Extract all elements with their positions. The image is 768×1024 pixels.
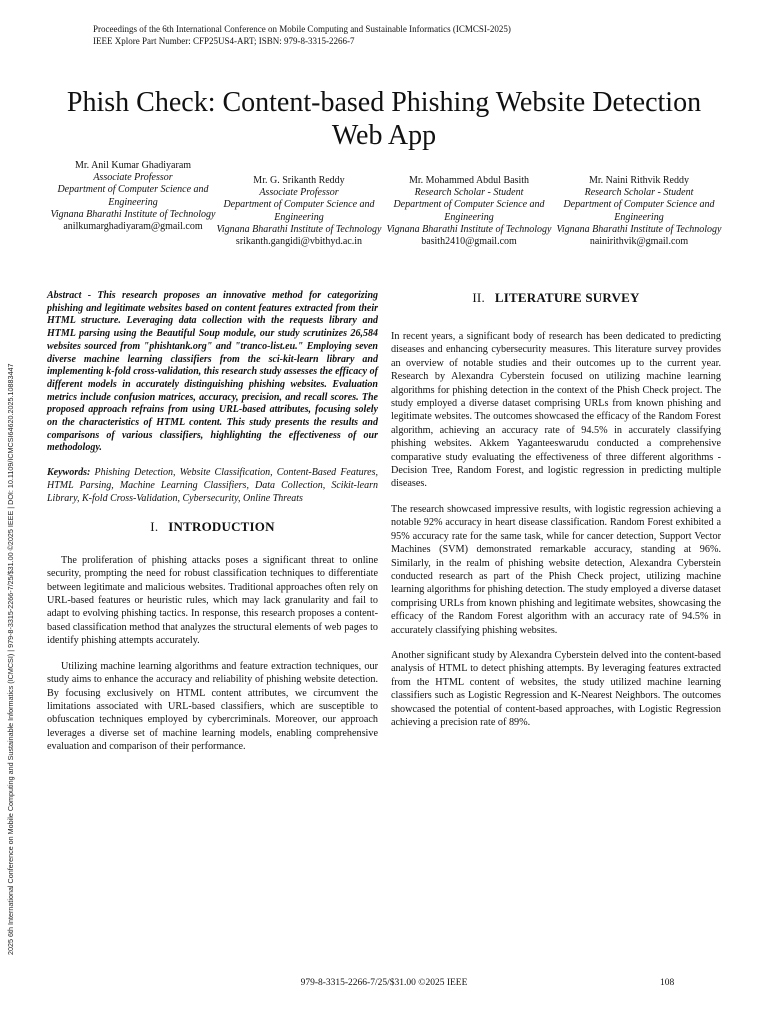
section-heading-literature-survey bbox=[391, 290, 721, 306]
author-name: Mr. G. Srikanth Reddy bbox=[253, 175, 345, 186]
lit-paragraph-3: Another significant study by Alexandra Cyberstein delved into the content-based analysis of HTML to detect phishing attempts. By leveraging features extracted from the HTML content of websites, the study utilized machine learning classifiers such as Logistic Regression and K-Nearest Neighbors. The outcomes showcased the potential of content-based approaches, with Logistic Regression achieving a precision rate of 89%. bbox=[391, 649, 721, 728]
author-position: Associate Professor bbox=[259, 187, 339, 199]
left-column bbox=[47, 290, 378, 754]
section-name: LITERATURE SURVEY bbox=[494, 290, 640, 305]
side-doi-strip: 2025 6th International Conference on Mobile Computing and Sustainable Informatics (ICMCSI) | 979-8-3315-2266-7/25/$31.00 ©2025 IEEE | DOI: 10.1109/ICMCSI64620.2025.10883447 bbox=[6, 363, 15, 955]
author-email: nainirithvik@gmail.com bbox=[589, 236, 689, 248]
lit-paragraph-2: The research showcased impressive results, with logistic regression achieving a notable 92% accuracy in heart disease classification. Random Forest exhibited a 95% accuracy rate for the same task, while for cancer detection, Support Vector Machines (SVM) demonstrated remarkable accuracy, standing at 96%. Similarly, in the realm of phishing website detection, Alexandra Cyberstein conducted research as part of the Phish Check project, utilizing machine learning algorithms for phishing detection. The study employed a diverse dataset comprising URLs from known phishing and legitimate websites, showcasing the efficacy of the Random Forest algorithm with an accuracy rate of 94.5% in accurately classifying phishing websites. bbox=[391, 503, 721, 636]
abstract: Abstract - This research proposes an innovative method for categorizing phishing and legitimate websites based on content features extracted from their HTML structure. Leveraging data collection with the requests library and HTML parsing using the Beautiful Soup module, our study scrutinizes 26,584 websites sourced from "phishtank.org" and "tranco-list.eu." Employing seven diverse machine learning classifiers from the sci-kit-learn library and implementing k-fold cross-validation, this research study assesses the efficacy of different models in accurately distinguishing phishing websites. Evaluation metrics include confusion matrices, accuracy, precision, and recall scores. The proposed approach refrains from using URL-based attributes, focusing solely on the characteristics of HTML content. This study presents the results and comparisons of various classifiers, highlighting the effectiveness of our methodology. bbox=[47, 290, 378, 454]
author-3 bbox=[383, 175, 555, 248]
author-name: Mr. Anil Kumar Ghadiyaram bbox=[74, 160, 192, 171]
author-email: anilkumarghadiyaram@gmail.com bbox=[63, 221, 203, 233]
footer-copyright: 979-8-3315-2266-7/25/$31.00 ©2025 IEEE bbox=[300, 978, 468, 988]
intro-paragraph-1: The proliferation of phishing attacks poses a significant threat to online security, prompting the need for robust classification techniques to differentiate between legitimate and malicious websites. Traditional approaches often rely on URL-based features or heuristic rules, which may lack granularity and fail to adapt to evolving phishing tactics. In response, this research proposes a content-based classification method that analyzes the structural elements of web pages to identify phishing attempts accurately. bbox=[47, 554, 378, 647]
author-dept: Department of Computer Science and Engineering bbox=[563, 199, 715, 223]
author-name: Mr. Naini Rithvik Reddy bbox=[589, 175, 689, 186]
author-position: Research Scholar - Student bbox=[584, 187, 694, 199]
intro-paragraph-2: Utilizing machine learning algorithms and feature extraction techniques, our study aims to enhance the accuracy and reliability of phishing website detection. By focusing exclusively on HTML content attributes, we circumvent the limitations associated with URL-based classifiers, which are susceptible to obfuscation techniques employed by cybercriminals. Moreover, our approach leverages a diverse set of machine learning models, enabling comprehensive evaluation and comparison of their performance. bbox=[47, 660, 378, 753]
section-number: I. bbox=[150, 518, 159, 534]
author-email: srikanth.gangidi@vbithyd.ac.in bbox=[235, 236, 363, 248]
author-1 bbox=[47, 160, 219, 233]
author-dept: Department of Computer Science and Engineering bbox=[57, 184, 209, 208]
section-name: INTRODUCTION bbox=[168, 518, 275, 534]
header-line-2: IEEE Xplore Part Number: CFP25US4-ART; ISBN: 979-8-3315-2266-7 bbox=[93, 36, 355, 46]
right-column bbox=[391, 290, 721, 729]
author-dept: Department of Computer Science and Engineering bbox=[223, 199, 375, 223]
author-institute: Vignana Bharathi Institute of Technology bbox=[216, 223, 382, 235]
page-number: 108 bbox=[660, 978, 675, 988]
author-position: Research Scholar - Student bbox=[414, 187, 524, 199]
author-institute: Vignana Bharathi Institute of Technology bbox=[386, 223, 552, 235]
author-position: Associate Professor bbox=[93, 172, 173, 184]
keywords-label: Keywords: bbox=[47, 467, 91, 479]
author-block bbox=[0, 160, 768, 270]
section-number: II. bbox=[472, 290, 485, 305]
header-line-1: Proceedings of the 6th International Conference on Mobile Computing and Sustainable Informatics (ICMCSI-2025) bbox=[93, 24, 511, 34]
author-dept: Department of Computer Science and Engineering bbox=[393, 199, 545, 223]
author-institute: Vignana Bharathi Institute of Technology bbox=[50, 208, 216, 220]
author-4 bbox=[553, 175, 725, 248]
keywords-text: Phishing Detection, Website Classification, Content-Based Features, HTML Parsing, Machine Learning Classifiers, Data Collection, Scikit-learn Library, K-fold Cross-Validation, Cybersecurity, Online Threats bbox=[47, 467, 378, 504]
author-name: Mr. Mohammed Abdul Basith bbox=[409, 175, 529, 186]
author-2 bbox=[213, 175, 385, 248]
lit-paragraph-1: In recent years, a significant body of research has been dedicated to predicting diseases and enhancing cybersecurity measures. This literature survey provides an overview of notable studies and their outcomes up to the current year. Research by Alexandra Cyberstein focused on utilizing machine learning algorithms for phishing detection in the context of the Phish Check project. The study employed a diverse dataset comprising URLs from known phishing and legitimate websites. The outcomes showcased the efficacy of the Random Forest algorithm, achieving an accuracy rate of 94.5% in accurately classifying phishing websites. Akkem Yaganteeswarudu conducted a comprehensive comparative study evaluating the effectiveness of three different algorithms - Decision Tree, Random Forest, and logistic regression in predicting multiple diseases. bbox=[391, 331, 721, 490]
paper-title: Phish Check: Content-based Phishing Website Detection Web App bbox=[66, 87, 702, 151]
keywords bbox=[47, 467, 378, 506]
author-email: basith2410@gmail.com bbox=[421, 236, 517, 248]
author-institute: Vignana Bharathi Institute of Technology bbox=[556, 223, 722, 235]
conference-header bbox=[93, 23, 511, 47]
section-heading-introduction bbox=[47, 519, 378, 535]
